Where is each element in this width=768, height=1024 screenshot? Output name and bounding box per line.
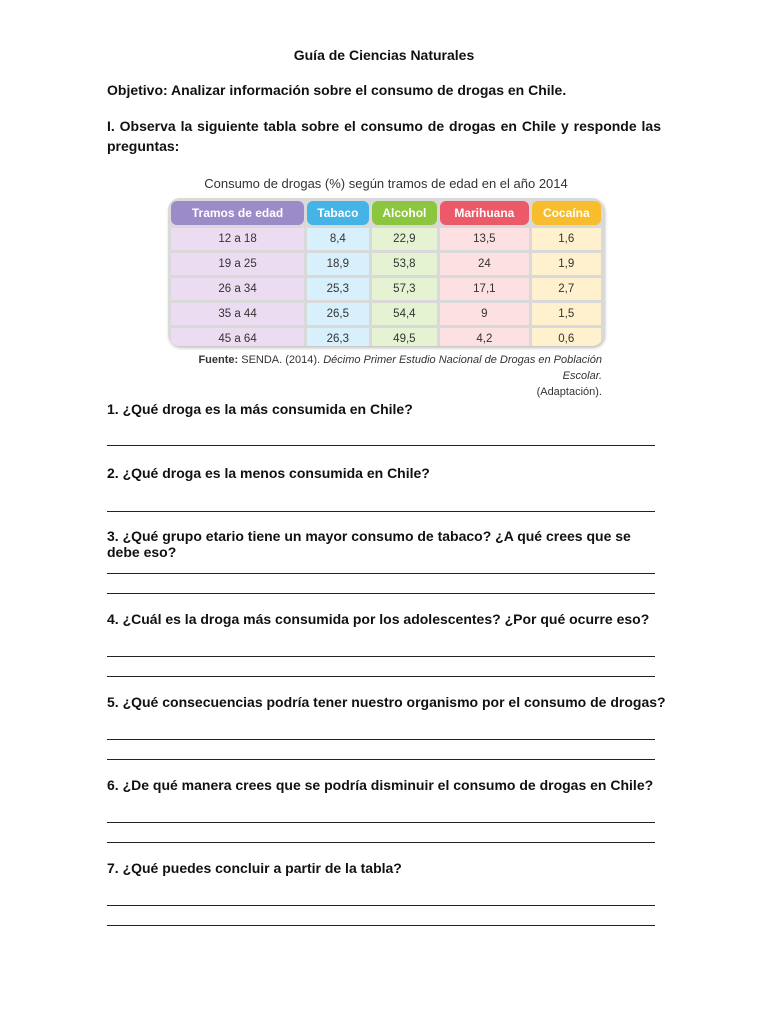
cell-age-range: 26 a 34	[171, 278, 304, 300]
cell-cocaine: 1,5	[532, 303, 601, 325]
cell-alcohol: 22,9	[372, 228, 438, 250]
answer-line[interactable]	[107, 656, 655, 657]
page-title: Guía de Ciencias Naturales	[293, 47, 475, 63]
instructions-text: I. Observa la siguiente tabla sobre el consumo de drogas en Chile y responde las preguntas:	[107, 118, 661, 154]
table-row	[171, 228, 601, 250]
cell-cocaine: 1,6	[532, 228, 601, 250]
cell-age-range: 19 a 25	[171, 253, 304, 275]
source-author: SENDA. (2014).	[241, 354, 321, 366]
header-tobacco: Tabaco	[307, 201, 368, 225]
cell-tobacco: 26,3	[307, 328, 368, 346]
question-3: 3. ¿Qué grupo etario tiene un mayor consumo de tabaco? ¿A qué crees que se debe eso?	[107, 528, 631, 560]
drug-consumption-table-frame	[168, 198, 604, 346]
answer-line[interactable]	[107, 842, 655, 843]
answer-line[interactable]	[107, 511, 655, 512]
header-cocaine: Cocaína	[532, 201, 601, 225]
cell-cocaine: 0,6	[532, 328, 601, 346]
cell-cocaine: 1,9	[532, 253, 601, 275]
table-caption: Consumo de drogas (%) según tramos de edad en el año 2014	[204, 176, 568, 191]
answer-line[interactable]	[107, 822, 655, 823]
cell-age-range: 45 a 64	[171, 328, 304, 346]
source-label: Fuente:	[198, 354, 239, 366]
table-row	[171, 253, 601, 275]
answer-line[interactable]	[107, 925, 655, 926]
answer-line[interactable]	[107, 676, 655, 677]
table-header-row	[171, 201, 601, 225]
answer-line[interactable]	[107, 593, 655, 594]
header-alcohol: Alcohol	[372, 201, 438, 225]
cell-marijuana: 24	[440, 253, 528, 275]
table-row	[171, 303, 601, 325]
question-2: 2. ¿Qué droga es la menos consumida en Chile?	[107, 465, 430, 481]
header-marijuana: Marihuana	[440, 201, 528, 225]
cell-marijuana: 4,2	[440, 328, 528, 346]
cell-alcohol: 49,5	[372, 328, 438, 346]
cell-tobacco: 25,3	[307, 278, 368, 300]
table-source	[172, 352, 602, 400]
cell-tobacco: 18,9	[307, 253, 368, 275]
objective-text: Objetivo: Analizar información sobre el consumo de drogas en Chile.	[107, 82, 567, 98]
cell-alcohol: 54,4	[372, 303, 438, 325]
question-5: 5. ¿Qué consecuencias podría tener nuestro organismo por el consumo de drogas?	[107, 694, 666, 710]
question-6: 6. ¿De qué manera crees que se podría disminuir el consumo de drogas en Chile?	[107, 777, 654, 793]
answer-line[interactable]	[107, 759, 655, 760]
drug-consumption-table	[168, 198, 604, 346]
cell-age-range: 12 a 18	[171, 228, 304, 250]
cell-marijuana: 17,1	[440, 278, 528, 300]
answer-line[interactable]	[107, 445, 655, 446]
question-7: 7. ¿Qué puedes concluir a partir de la tabla?	[107, 860, 402, 876]
cell-marijuana: 13,5	[440, 228, 528, 250]
cell-alcohol: 57,3	[372, 278, 438, 300]
source-title: Décimo Primer Estudio Nacional de Drogas en Población Escolar.	[323, 354, 602, 382]
question-4: 4. ¿Cuál es la droga más consumida por los adolescentes? ¿Por qué ocurre eso?	[107, 611, 650, 627]
answer-line[interactable]	[107, 905, 655, 906]
table-row	[171, 278, 601, 300]
cell-tobacco: 8,4	[307, 228, 368, 250]
cell-cocaine: 2,7	[532, 278, 601, 300]
answer-line[interactable]	[107, 573, 655, 574]
cell-age-range: 35 a 44	[171, 303, 304, 325]
cell-tobacco: 26,5	[307, 303, 368, 325]
table-row	[171, 328, 601, 346]
cell-marijuana: 9	[440, 303, 528, 325]
header-age-range: Tramos de edad	[171, 201, 304, 225]
answer-line[interactable]	[107, 739, 655, 740]
cell-alcohol: 53,8	[372, 253, 438, 275]
question-1: 1. ¿Qué droga es la más consumida en Chile?	[107, 401, 413, 417]
source-note: (Adaptación).	[536, 386, 602, 398]
